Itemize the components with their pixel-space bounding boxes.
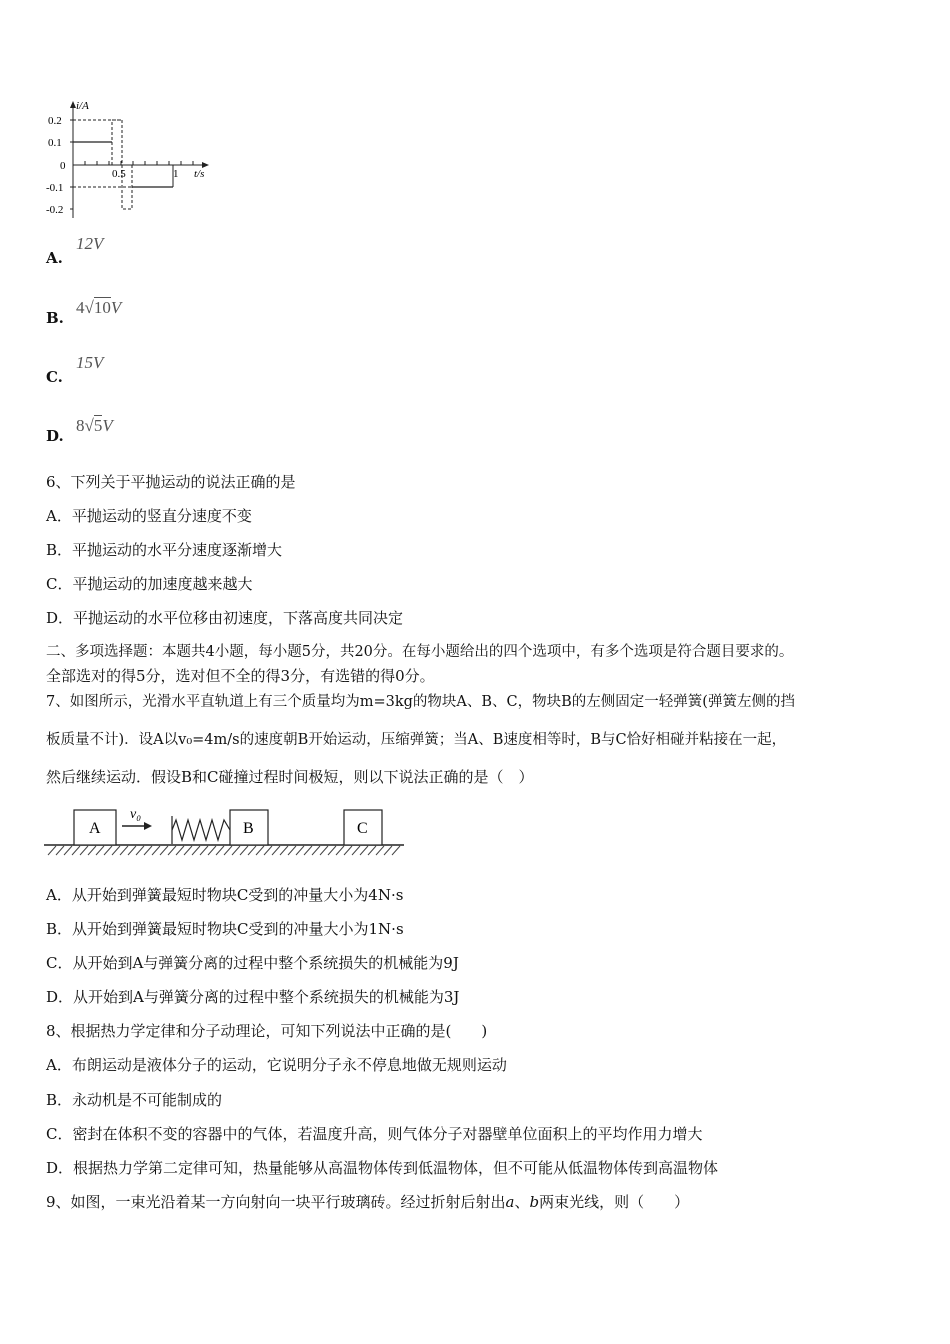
option-letter: D. (46, 427, 64, 445)
q7-stem-line3: 然后继续运动．假设B和C碰撞过程时间极短，则以下说法正确的是（ ） (46, 768, 534, 786)
q7-option-a[interactable]: A．从开始到弹簧最短时物块C受到的冲量大小为4N·s (46, 886, 404, 904)
option-expression: 12V (76, 234, 104, 253)
blocks-spring-figure (44, 800, 406, 860)
option-expression: 8√5V (76, 416, 113, 435)
y-tick-label: 0 (60, 160, 66, 172)
q6-option-b[interactable]: B．平抛运动的水平分速度逐渐增大 (46, 541, 283, 559)
y-tick-label: -0.2 (46, 204, 64, 216)
x-tick-label: 1 (173, 168, 179, 180)
section2-instructions-line2: 全部选对的得5分，选对但不全的得3分，有选错的得0分。 (46, 667, 435, 685)
option-letter: A. (46, 249, 63, 267)
q8-option-d[interactable]: D．根据热力学第二定律可知，热量能够从高温物体传到低温物体，但不可能从低温物体传到高温物体 (46, 1159, 719, 1177)
block-a-label: A (89, 820, 101, 837)
q8-option-a[interactable]: A．布朗运动是液体分子的运动，它说明分子永不停息地做无规则运动 (46, 1056, 507, 1074)
pulse-plus-0.2 (112, 120, 122, 165)
x-tick-label: 0.5 (112, 168, 126, 180)
q8-option-c[interactable]: C．密封在体积不变的容器中的气体，若温度升高，则气体分子对器壁单位面积上的平均作用力增大 (46, 1125, 703, 1143)
q6-option-d[interactable]: D．平抛运动的水平位移由初速度，下落高度共同决定 (46, 609, 404, 627)
q6-option-a[interactable]: A．平抛运动的竖直分速度不变 (46, 507, 252, 525)
block-c-label: C (357, 820, 368, 837)
velocity-label: v₀ (130, 807, 142, 822)
current-time-graph (42, 98, 217, 223)
x-axis-label: t/s (194, 168, 205, 180)
y-axis-label: i/A (76, 100, 89, 112)
option-letter: B. (46, 309, 64, 327)
q7-stem-line2: 板质量不计)．设A以v₀=4m/s的速度朝B开始运动，压缩弹簧；当A、B速度相等时，B与C恰好相碰并粘接在一起， (46, 732, 787, 748)
q6-option-c[interactable]: C．平抛运动的加速度越来越大 (46, 575, 253, 593)
q8-stem: 8、根据热力学定律和分子动理论，可知下列说法中正确的是( ) (46, 1022, 488, 1040)
y-tick-label: 0.1 (48, 137, 62, 149)
option-expression: 4√10V (76, 298, 122, 317)
section2-instructions-line1: 二、多项选择题：本题共4小题，每小题5分，共20分。在每小题给出的四个选项中，有多个选项是符合题目要求的。 (46, 644, 794, 660)
q7-stem-line1: 7、如图所示，光滑水平直轨道上有三个质量均为m=3kg的物块A、B、C，物块B的左侧固定一轻弹簧(弹簧左侧的挡 (46, 694, 795, 710)
q7-option-c[interactable]: C．从开始到A与弹簧分离的过程中整个系统损失的机械能为9J (46, 954, 459, 972)
y-tick-label: -0.1 (46, 182, 64, 194)
q6-stem: 6、下列关于平抛运动的说法正确的是 (46, 473, 296, 491)
q8-option-b[interactable]: B．永动机是不可能制成的 (46, 1091, 223, 1109)
q7-option-d[interactable]: D．从开始到A与弹簧分离的过程中整个系统损失的机械能为3J (46, 988, 460, 1006)
y-tick-label: 0.2 (48, 115, 62, 127)
spring (172, 820, 230, 840)
ground-hatching (48, 846, 400, 855)
block-b-label: B (243, 820, 254, 837)
q7-option-b[interactable]: B．从开始到弹簧最短时物块C受到的冲量大小为1N·s (46, 920, 404, 938)
option-letter: C. (46, 368, 63, 386)
option-expression: 15V (76, 353, 104, 372)
q9-stem: 9、如图，一束光沿着某一方向射向一块平行玻璃砖。经过折射后射出a、b两束光线，则（ ） (46, 1193, 690, 1211)
